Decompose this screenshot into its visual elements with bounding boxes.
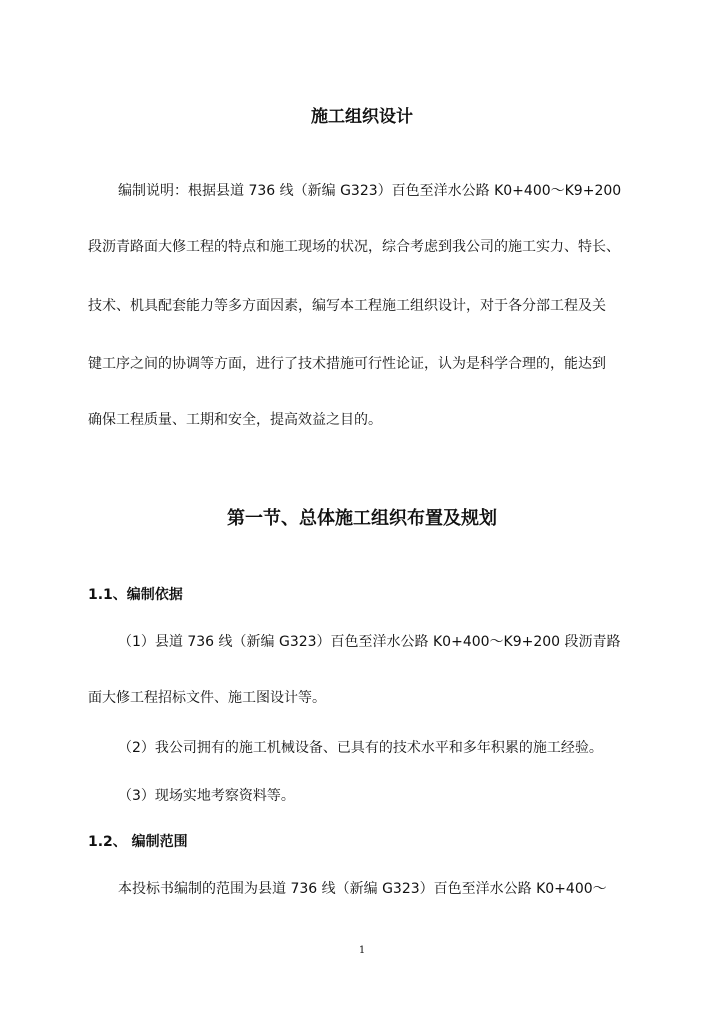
basis-item-3: （3）现场实地考察资料等。 bbox=[118, 788, 295, 804]
intro-line-5: 确保工程质量、工期和安全，提高效益之目的。 bbox=[88, 412, 382, 428]
intro-line-4: 键工序之间的协调等方面，进行了技术措施可行性论证，认为是科学合理的，能达到 bbox=[88, 356, 606, 372]
scope-line-1: 本投标书编制的范围为县道 736 线（新编 G323）百色至洋水公路 K0+400～ bbox=[118, 881, 607, 897]
intro-line-1: 编制说明：根据县道 736 线（新编 G323）百色至洋水公路 K0+400～K9+200 bbox=[118, 183, 622, 199]
subsection-2-heading: 1.2、 编制范围 bbox=[88, 834, 188, 850]
intro-line-3: 技术、机具配套能力等多方面因素，编写本工程施工组织设计，对于各分部工程及关 bbox=[88, 298, 606, 314]
section-heading: 第一节、总体施工组织布置及规划 bbox=[227, 508, 497, 529]
basis-item-1-line-2: 面大修工程招标文件、施工图设计等。 bbox=[88, 690, 326, 706]
document-title: 施工组织设计 bbox=[311, 107, 413, 127]
intro-line-2: 段沥青路面大修工程的特点和施工现场的状况，综合考虑到我公司的施工实力、特长、 bbox=[88, 239, 620, 255]
page-number: 1 bbox=[358, 945, 366, 956]
basis-item-1-line-1: （1）县道 736 线（新编 G323）百色至洋水公路 K0+400～K9+200 段沥青路 bbox=[118, 634, 621, 650]
subsection-1-heading: 1.1、编制依据 bbox=[88, 587, 183, 603]
basis-item-2: （2）我公司拥有的施工机械设备、已具有的技术水平和多年积累的施工经验。 bbox=[118, 740, 603, 756]
